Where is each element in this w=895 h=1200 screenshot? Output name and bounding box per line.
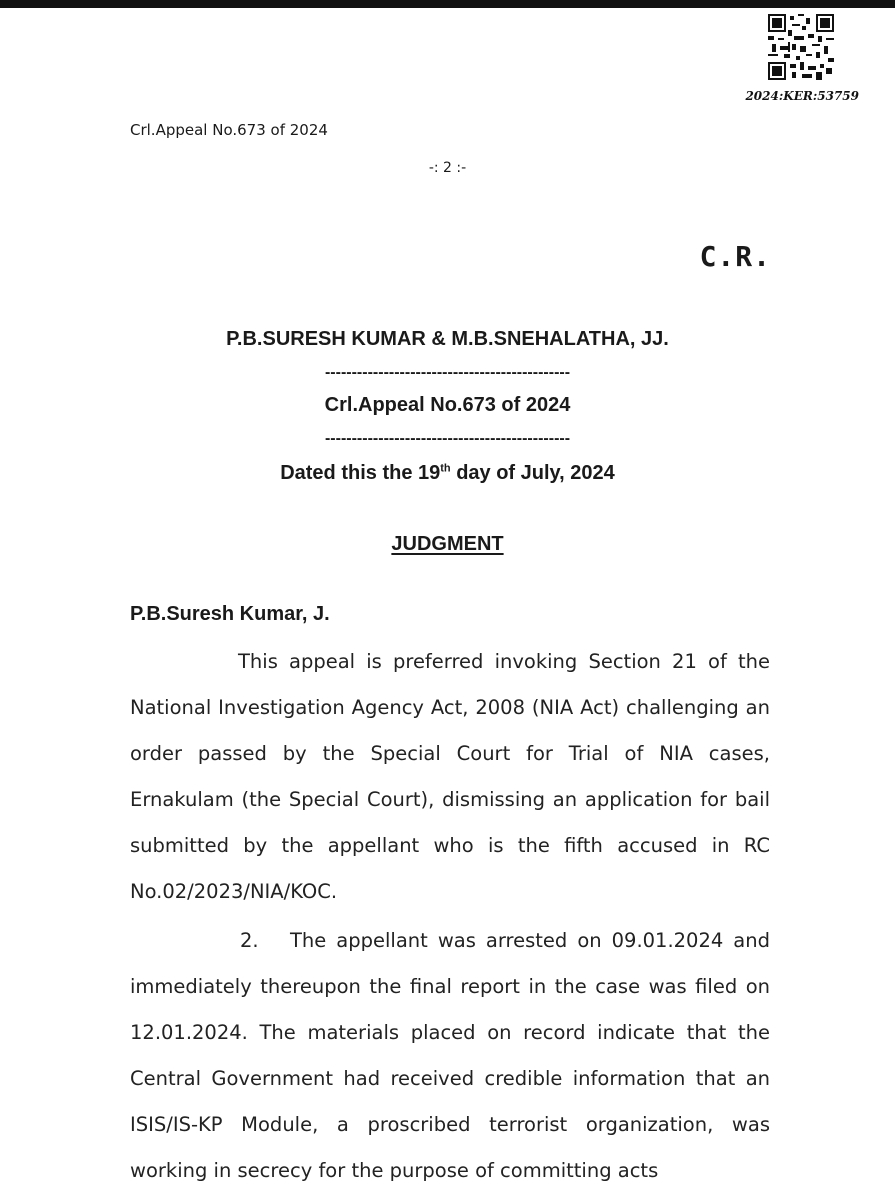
page-number: -: 2 :-	[428, 160, 467, 176]
paragraph-2-text: The appellant was arrested on 09.01.2024 and immediately thereupon the final report in the case was filed on 12.01.2024. The materials placed on record indicate that the Central Government had received credible information that an ISIS/IS-KP Module, a proscribed terrorist organization, was working in secrecy for the purpose of committing acts	[130, 929, 770, 1182]
bench-names: P.B.SURESH KUMAR & M.B.SNEHALATHA, JJ.	[226, 328, 669, 350]
date-suffix: day of July, 2024	[450, 462, 615, 484]
paragraph-2-number: 2.	[240, 929, 259, 952]
qr-code-icon	[768, 14, 834, 80]
running-header-case-ref: Crl.Appeal No.673 of 2024	[130, 121, 328, 139]
neutral-citation: 2024:KER:53759	[745, 89, 859, 103]
author-judge: P.B.Suresh Kumar, J.	[130, 603, 330, 625]
paragraph-1	[130, 639, 770, 915]
case-title: Crl.Appeal No.673 of 2024	[324, 394, 571, 416]
paragraph-2	[130, 918, 770, 1194]
date-superscript: th	[440, 462, 451, 475]
divider-top: ----------------------------------------------	[324, 364, 571, 381]
judgment-date	[0, 462, 895, 485]
top-edge-bar	[0, 0, 895, 8]
paragraph-1-text: This appeal is preferred invoking Section 21 of the National Investigation Agency Act, 2008 (NIA Act) challenging an order passed by the Special Court for Trial of NIA cases, Ernakulam (the Special Court), dismissing an application for bail submitted by the appellant who is the fifth accused in RC No.02/2023/NIA/KOC.	[130, 650, 770, 903]
divider-bottom: ----------------------------------------------	[324, 430, 571, 447]
reportable-mark: C.R.	[699, 240, 771, 273]
date-prefix: Dated this the 19	[280, 462, 441, 484]
judgment-heading: JUDGMENT	[391, 533, 504, 555]
